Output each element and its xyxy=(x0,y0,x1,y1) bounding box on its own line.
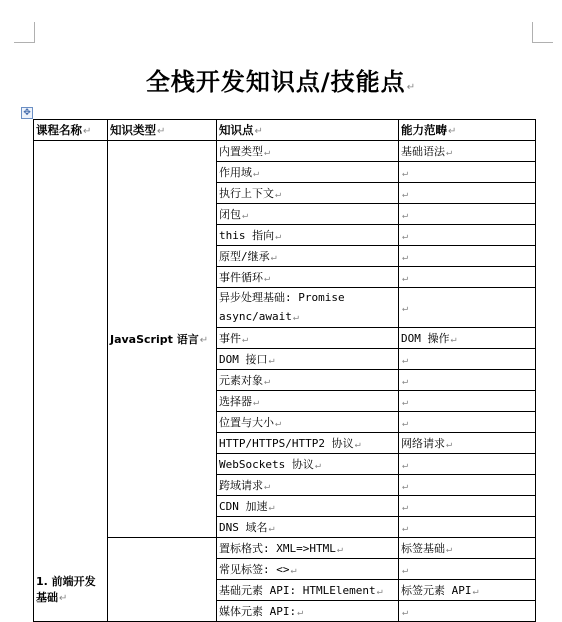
knowledge-point-cell: 事件↵ xyxy=(217,328,399,349)
knowledge-point-cell: 置标格式: XML=>HTML↵ xyxy=(217,538,399,559)
ability-scope-cell: ↵ xyxy=(399,454,536,475)
page-corner-top-left xyxy=(14,22,35,43)
table-body xyxy=(34,141,536,622)
ability-scope-cell: ↵ xyxy=(399,288,536,328)
knowledge-point-cell: HTTP/HTTPS/HTTP2 协议↵ xyxy=(217,433,399,454)
header-type: 知识类型↵ xyxy=(108,120,217,141)
ability-scope-cell: ↵ xyxy=(399,183,536,204)
page-corner-top-right xyxy=(532,22,553,43)
header-course: 课程名称↵ xyxy=(34,120,108,141)
ability-scope-cell: ↵ xyxy=(399,391,536,412)
knowledge-point-cell: 媒体元素 API:↵ xyxy=(217,601,399,622)
knowledge-point-cell: WebSockets 协议↵ xyxy=(217,454,399,475)
document-title-text: 全栈开发知识点/技能点 xyxy=(145,68,406,96)
ability-scope-cell: 标签元素 API↵ xyxy=(399,580,536,601)
table-row xyxy=(34,538,536,559)
ability-scope-cell: 基础语法↵ xyxy=(399,141,536,162)
ability-scope-cell: ↵ xyxy=(399,475,536,496)
table-move-handle-icon[interactable]: ✥ xyxy=(21,107,33,119)
ability-scope-cell: ↵ xyxy=(399,559,536,580)
knowledge-table xyxy=(33,119,536,622)
ability-scope-cell: ↵ xyxy=(399,349,536,370)
knowledge-point-cell: 异步处理基础: Promise async/await↵ xyxy=(217,288,399,328)
knowledge-type-cell xyxy=(108,538,217,622)
paragraph-mark: ↵ xyxy=(406,82,417,93)
ability-scope-cell: ↵ xyxy=(399,162,536,183)
ability-scope-cell: ↵ xyxy=(399,517,536,538)
header-scope: 能力范畴↵ xyxy=(399,120,536,141)
table-row xyxy=(34,141,536,162)
ability-scope-cell: ↵ xyxy=(399,225,536,246)
ability-scope-cell: ↵ xyxy=(399,204,536,225)
ability-scope-cell: 标签基础↵ xyxy=(399,538,536,559)
knowledge-point-cell: 执行上下文↵ xyxy=(217,183,399,204)
knowledge-point-cell: 跨域请求↵ xyxy=(217,475,399,496)
knowledge-point-cell: 基础元素 API: HTMLElement↵ xyxy=(217,580,399,601)
knowledge-point-cell: 内置类型↵ xyxy=(217,141,399,162)
knowledge-point-cell: 元素对象↵ xyxy=(217,370,399,391)
course-name-cell: 1. 前端开发基础↵ xyxy=(34,141,108,622)
ability-scope-cell: ↵ xyxy=(399,496,536,517)
knowledge-type-cell: JavaScript 语言↵ xyxy=(108,141,217,538)
ability-scope-cell: 网络请求↵ xyxy=(399,433,536,454)
header-point: 知识点↵ xyxy=(217,120,399,141)
ability-scope-cell: ↵ xyxy=(399,370,536,391)
knowledge-point-cell: DNS 域名↵ xyxy=(217,517,399,538)
ability-scope-cell: ↵ xyxy=(399,267,536,288)
knowledge-point-cell: 位置与大小↵ xyxy=(217,412,399,433)
ability-scope-cell: DOM 操作↵ xyxy=(399,328,536,349)
ability-scope-cell: ↵ xyxy=(399,601,536,622)
knowledge-point-cell: DOM 接口↵ xyxy=(217,349,399,370)
knowledge-point-cell: CDN 加速↵ xyxy=(217,496,399,517)
knowledge-point-cell: 常见标签: <>↵ xyxy=(217,559,399,580)
knowledge-point-cell: this 指向↵ xyxy=(217,225,399,246)
knowledge-point-cell: 选择器↵ xyxy=(217,391,399,412)
table-header-row xyxy=(34,120,536,141)
document-title xyxy=(0,62,562,97)
knowledge-point-cell: 作用域↵ xyxy=(217,162,399,183)
ability-scope-cell: ↵ xyxy=(399,412,536,433)
ability-scope-cell: ↵ xyxy=(399,246,536,267)
knowledge-point-cell: 闭包↵ xyxy=(217,204,399,225)
knowledge-point-cell: 原型/继承↵ xyxy=(217,246,399,267)
knowledge-point-cell: 事件循环↵ xyxy=(217,267,399,288)
